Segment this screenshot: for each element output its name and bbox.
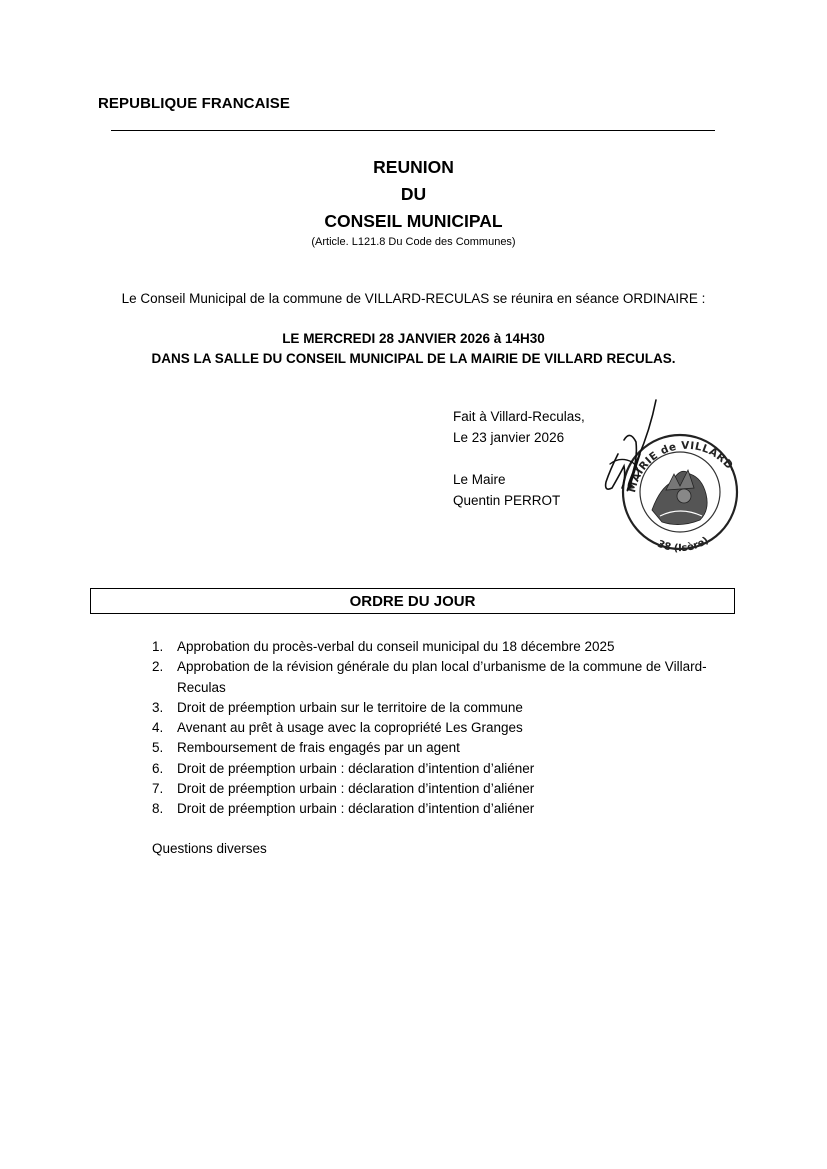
agenda-list: [152, 637, 752, 820]
item-text: Remboursement de frais engagés par un agent: [177, 740, 460, 756]
item-number: 3.: [152, 699, 164, 715]
svg-text:38 (Isère): [656, 535, 711, 554]
signatory-name: Quentin PERROT: [453, 493, 561, 508]
title-line-2: DU: [400, 184, 427, 204]
meeting-date: LE MERCREDI 28 JANVIER 2026 à 14H30: [282, 331, 545, 346]
list-item: [152, 799, 752, 819]
list-item: [152, 657, 752, 698]
item-text: Droit de préemption urbain : déclaration d’intention d’aliéner: [177, 801, 535, 817]
item-text: Approbation de la révision générale du plan local d’urbanisme de la commune de Villard-Reculas: [177, 659, 707, 695]
seal-text-bottom: 38 (Isère): [655, 535, 711, 555]
item-number: 1.: [152, 639, 164, 654]
item-number: 2.: [152, 659, 164, 675]
mayor-seal-and-signature: [580, 370, 740, 560]
seal-icon: [580, 370, 740, 560]
header-divider: [111, 130, 715, 131]
signature-place: Fait à Villard-Reculas,: [453, 409, 585, 424]
signatory-role: Le Maire: [453, 472, 506, 487]
item-number: 8.: [152, 801, 164, 817]
title-line-1: REUNION: [373, 157, 454, 177]
item-number: 4.: [152, 720, 164, 736]
legal-reference: (Article. L121.8 Du Code des Communes): [311, 236, 516, 248]
item-number: 7.: [152, 781, 164, 797]
meeting-place: DANS LA SALLE DU CONSEIL MUNICIPAL DE LA MAIRIE DE VILLARD RECULAS.: [151, 351, 676, 366]
list-item: [152, 738, 752, 758]
item-text: Approbation du procès-verbal du conseil municipal du 18 décembre 2025: [177, 639, 615, 654]
list-item: [152, 637, 752, 657]
item-text: Droit de préemption urbain sur le territoire de la commune: [177, 699, 523, 715]
item-text: Droit de préemption urbain : déclaration d’intention d’aliéner: [177, 781, 535, 797]
agenda-heading: ORDRE DU JOUR: [90, 588, 735, 614]
intro-text: Le Conseil Municipal de la commune de VILLARD-RECULAS se réunira en séance ORDINAIRE :: [121, 291, 706, 306]
document-title: [0, 154, 827, 235]
list-item: [152, 759, 752, 779]
seal-text-top: MAIRIE de VILLARD-: [626, 439, 739, 494]
list-item: [152, 698, 752, 718]
svg-text:MAIRIE de VILLARD-RECULAS: [580, 370, 739, 494]
country-header: REPUBLIQUE FRANCAISE: [98, 95, 291, 112]
signature-block: [453, 406, 585, 511]
title-line-3: CONSEIL MUNICIPAL: [324, 211, 503, 231]
list-item: [152, 779, 752, 799]
item-text: Droit de préemption urbain : déclaration d’intention d’aliéner: [177, 760, 535, 776]
list-item: [152, 718, 752, 738]
item-text: Avenant au prêt à usage avec la copropriété Les Granges: [177, 720, 523, 736]
meeting-details: [0, 329, 827, 369]
item-number: 6.: [152, 760, 164, 776]
item-number: 5.: [152, 740, 164, 756]
agenda-footer: Questions diverses: [152, 841, 267, 856]
signature-date: Le 23 janvier 2026: [453, 430, 565, 445]
